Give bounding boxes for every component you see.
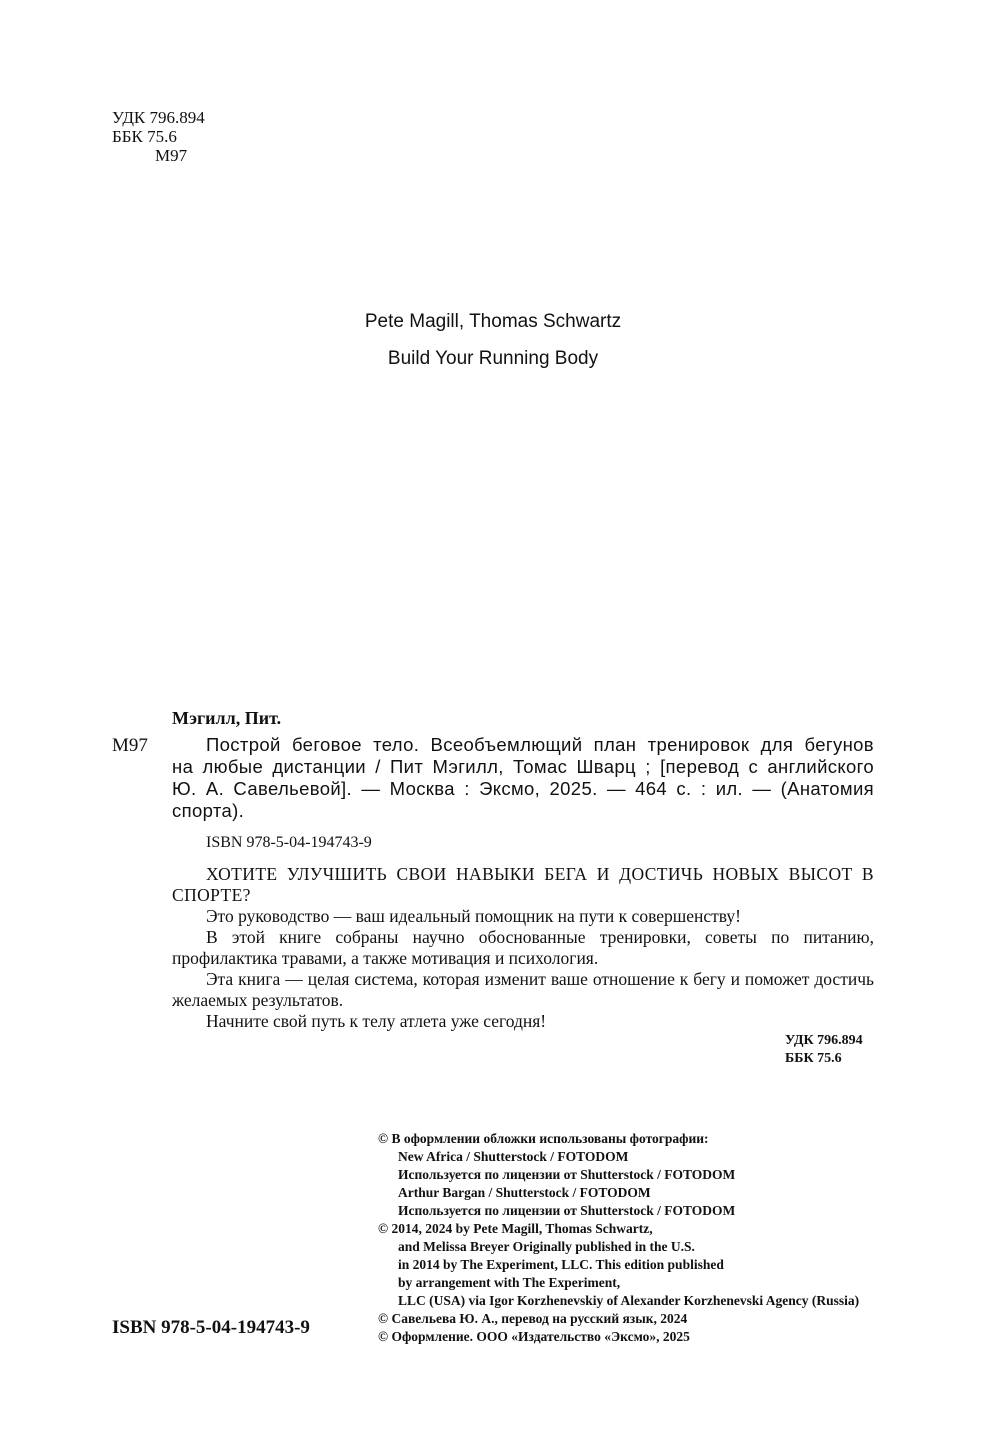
udk-code-right: УДК 796.894 bbox=[785, 1033, 863, 1048]
copyright-line: © 2014, 2024 by Pete Magill, Thomas Schwartz, bbox=[378, 1221, 653, 1236]
author-mark: М97 bbox=[155, 146, 188, 165]
annotation-paragraph: Эта книга — целая система, которая изменит ваше отношение к бегу и поможет достичь желаемых результатов. bbox=[172, 969, 874, 1010]
bbk-code: ББК 75.6 bbox=[112, 127, 177, 146]
entry-code: М97 bbox=[112, 735, 148, 756]
annotation-heading: ХОТИТЕ УЛУЧШИТЬ СВОИ НАВЫКИ БЕГА И ДОСТИЧЬ НОВЫХ ВЫСОТ В СПОРТЕ? bbox=[172, 864, 874, 905]
isbn-bottom: ISBN 978-5-04-194743-9 bbox=[112, 1317, 310, 1338]
copyright-line: Используется по лицензии от Shutterstock / FOTODOM bbox=[398, 1167, 736, 1182]
copyright-line: © В оформлении обложки использованы фотографии: bbox=[378, 1131, 709, 1146]
annotation-paragraph: В этой книге собраны научно обоснованные тренировки, советы по питанию, профилактика травами, а также мотивация и психология. bbox=[172, 927, 874, 968]
entry-description: Построй беговое тело. Всеобъемлющий план тренировок для бегунов на любые дистанции / Пит Мэгилл, Томас Шварц ; [перевод с английского Ю. А. Савельевой]. — Москва : Эксмо, 2025. — 464 с. : ил. — (Анатомия спорта). bbox=[172, 734, 874, 821]
copyright-line: in 2014 by The Experiment, LLC. This edition published bbox=[398, 1257, 724, 1272]
copyright-line: Используется по лицензии от Shutterstock / FOTODOM bbox=[398, 1203, 736, 1218]
annotation-paragraph: Начните свой путь к телу атлета уже сегодня! bbox=[206, 1011, 547, 1031]
annotation bbox=[172, 864, 874, 1032]
copyright-line: New Africa / Shutterstock / FOTODOM bbox=[398, 1149, 629, 1164]
annotation-paragraph: Это руководство — ваш идеальный помощник на пути к совершенству! bbox=[206, 906, 742, 926]
copyright-line: © Оформление. ООО «Издательство «Эксмо», 2025 bbox=[378, 1329, 690, 1344]
entry-author: Мэгилл, Пит. bbox=[172, 708, 282, 728]
copyright-line: LLC (USA) via Igor Korzhenevskiy of Alexander Korzhenevski Agency (Russia) bbox=[398, 1293, 860, 1308]
copyright-line: Arthur Bargan / Shutterstock / FOTODOM bbox=[398, 1185, 651, 1200]
classification-codes bbox=[112, 108, 205, 165]
copyright-line: and Melissa Breyer Originally published in the U.S. bbox=[398, 1239, 695, 1254]
bibliographic-entry bbox=[112, 707, 874, 822]
copyright-block bbox=[378, 1130, 859, 1346]
original-title: Build Your Running Body bbox=[387, 348, 599, 369]
copyright-line: by arrangement with The Experiment, bbox=[398, 1275, 621, 1290]
udk-code: УДК 796.894 bbox=[112, 108, 205, 127]
original-authors: Pete Magill, Thomas Schwartz bbox=[364, 311, 622, 332]
bbk-code-right: ББК 75.6 bbox=[785, 1051, 842, 1066]
copyright-line: © Савельева Ю. А., перевод на русский язык, 2024 bbox=[378, 1311, 688, 1326]
classification-codes-right bbox=[785, 1032, 863, 1068]
isbn-line: ISBN 978-5-04-194743-9 bbox=[206, 834, 372, 851]
